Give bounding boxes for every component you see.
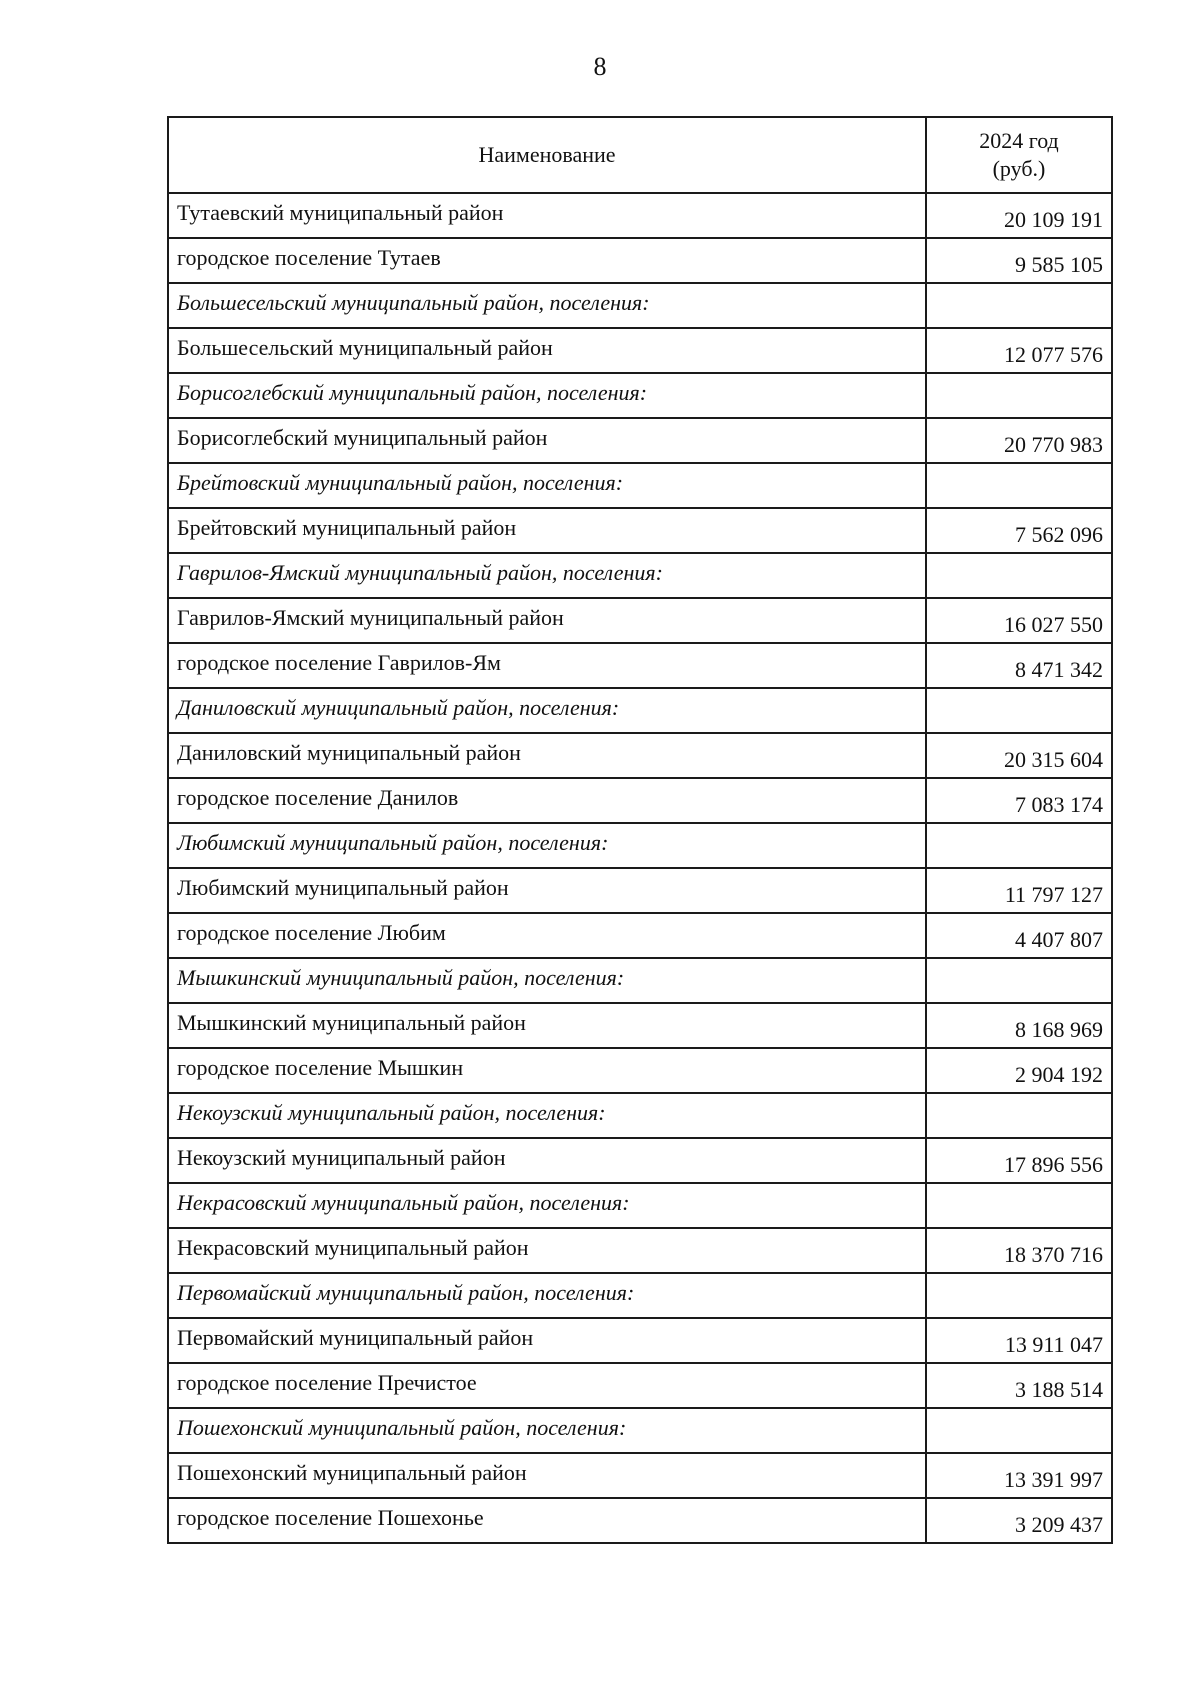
row-value-cell: 7 083 174 (926, 778, 1112, 823)
row-value-cell: 13 391 997 (926, 1453, 1112, 1498)
row-value-cell: 8 168 969 (926, 1003, 1112, 1048)
row-value-cell: 13 911 047 (926, 1318, 1112, 1363)
row-name-cell: городское поселение Мышкин (168, 1048, 926, 1093)
group-name-cell: Даниловский муниципальный район, поселения: (168, 688, 926, 733)
row-value-cell (926, 1273, 1112, 1318)
table-row (168, 193, 1112, 238)
row-name-cell: Первомайский муниципальный район (168, 1318, 926, 1363)
row-value-cell: 7 562 096 (926, 508, 1112, 553)
row-name-cell: Тутаевский муниципальный район (168, 193, 926, 238)
row-value-cell (926, 283, 1112, 328)
row-value-cell (926, 373, 1112, 418)
budget-table (167, 116, 1113, 1544)
table-body (168, 193, 1112, 1543)
group-header-row (168, 283, 1112, 328)
table-row (168, 1048, 1112, 1093)
table-row (168, 418, 1112, 463)
group-name-cell: Пошехонский муниципальный район, поселения: (168, 1408, 926, 1453)
row-value-cell (926, 1093, 1112, 1138)
row-name-cell: городское поселение Гаврилов-Ям (168, 643, 926, 688)
table-row (168, 643, 1112, 688)
table-row (168, 1363, 1112, 1408)
row-name-cell: городское поселение Пошехонье (168, 1498, 926, 1543)
group-name-cell: Мышкинский муниципальный район, поселения: (168, 958, 926, 1003)
group-header-row (168, 463, 1112, 508)
row-name-cell: городское поселение Данилов (168, 778, 926, 823)
group-name-cell: Брейтовский муниципальный район, поселения: (168, 463, 926, 508)
table-row (168, 1318, 1112, 1363)
row-name-cell: Мышкинский муниципальный район (168, 1003, 926, 1048)
row-value-cell: 8 471 342 (926, 643, 1112, 688)
row-value-cell: 18 370 716 (926, 1228, 1112, 1273)
row-value-cell (926, 958, 1112, 1003)
table-row (168, 868, 1112, 913)
row-name-cell: городское поселение Тутаев (168, 238, 926, 283)
row-name-cell: городское поселение Любим (168, 913, 926, 958)
row-value-cell: 16 027 550 (926, 598, 1112, 643)
row-value-cell: 3 188 514 (926, 1363, 1112, 1408)
group-header-row (168, 553, 1112, 598)
row-value-cell: 9 585 105 (926, 238, 1112, 283)
row-name-cell: Некоузский муниципальный район (168, 1138, 926, 1183)
row-name-cell: Большесельский муниципальный район (168, 328, 926, 373)
table-row (168, 328, 1112, 373)
row-value-cell: 20 770 983 (926, 418, 1112, 463)
row-value-cell: 17 896 556 (926, 1138, 1112, 1183)
row-name-cell: Любимский муниципальный район (168, 868, 926, 913)
group-name-cell: Гаврилов-Ямский муниципальный район, поселения: (168, 553, 926, 598)
row-name-cell: Гаврилов-Ямский муниципальный район (168, 598, 926, 643)
table-header (168, 117, 1112, 193)
table-row (168, 1228, 1112, 1273)
header-year (926, 117, 1112, 193)
row-value-cell (926, 1408, 1112, 1453)
row-value-cell (926, 1183, 1112, 1228)
group-header-row (168, 373, 1112, 418)
table-row (168, 1003, 1112, 1048)
row-value-cell: 11 797 127 (926, 868, 1112, 913)
row-value-cell (926, 688, 1112, 733)
header-row (168, 117, 1112, 193)
table-row (168, 508, 1112, 553)
page-number: 8 (593, 52, 607, 81)
row-name-cell: Борисоглебский муниципальный район (168, 418, 926, 463)
group-header-row (168, 958, 1112, 1003)
group-name-cell: Борисоглебский муниципальный район, поселения: (168, 373, 926, 418)
group-header-row (168, 1183, 1112, 1228)
group-name-cell: Некоузский муниципальный район, поселения: (168, 1093, 926, 1138)
header-unit-label: (руб.) (992, 156, 1046, 181)
group-header-row (168, 1093, 1112, 1138)
row-value-cell (926, 553, 1112, 598)
row-name-cell: Пошехонский муниципальный район (168, 1453, 926, 1498)
table-row (168, 1138, 1112, 1183)
row-value-cell: 4 407 807 (926, 913, 1112, 958)
row-value-cell: 20 315 604 (926, 733, 1112, 778)
row-value-cell: 20 109 191 (926, 193, 1112, 238)
row-value-cell: 3 209 437 (926, 1498, 1112, 1543)
row-name-cell: городское поселение Пречистое (168, 1363, 926, 1408)
table-row (168, 913, 1112, 958)
row-value-cell: 2 904 192 (926, 1048, 1112, 1093)
table-row (168, 778, 1112, 823)
row-value-cell: 12 077 576 (926, 328, 1112, 373)
group-name-cell: Первомайский муниципальный район, поселения: (168, 1273, 926, 1318)
table-row (168, 1498, 1112, 1543)
group-header-row (168, 688, 1112, 733)
table-row (168, 1453, 1112, 1498)
group-name-cell: Большесельский муниципальный район, поселения: (168, 283, 926, 328)
row-value-cell (926, 463, 1112, 508)
table-row (168, 598, 1112, 643)
row-name-cell: Некрасовский муниципальный район (168, 1228, 926, 1273)
row-name-cell: Брейтовский муниципальный район (168, 508, 926, 553)
header-name: Наименование (168, 117, 926, 193)
header-year-label: 2024 год (979, 128, 1059, 153)
table-row (168, 238, 1112, 283)
row-name-cell: Даниловский муниципальный район (168, 733, 926, 778)
group-name-cell: Некрасовский муниципальный район, поселения: (168, 1183, 926, 1228)
group-header-row (168, 1273, 1112, 1318)
table-row (168, 733, 1112, 778)
group-header-row (168, 1408, 1112, 1453)
row-value-cell (926, 823, 1112, 868)
group-name-cell: Любимский муниципальный район, поселения: (168, 823, 926, 868)
group-header-row (168, 823, 1112, 868)
